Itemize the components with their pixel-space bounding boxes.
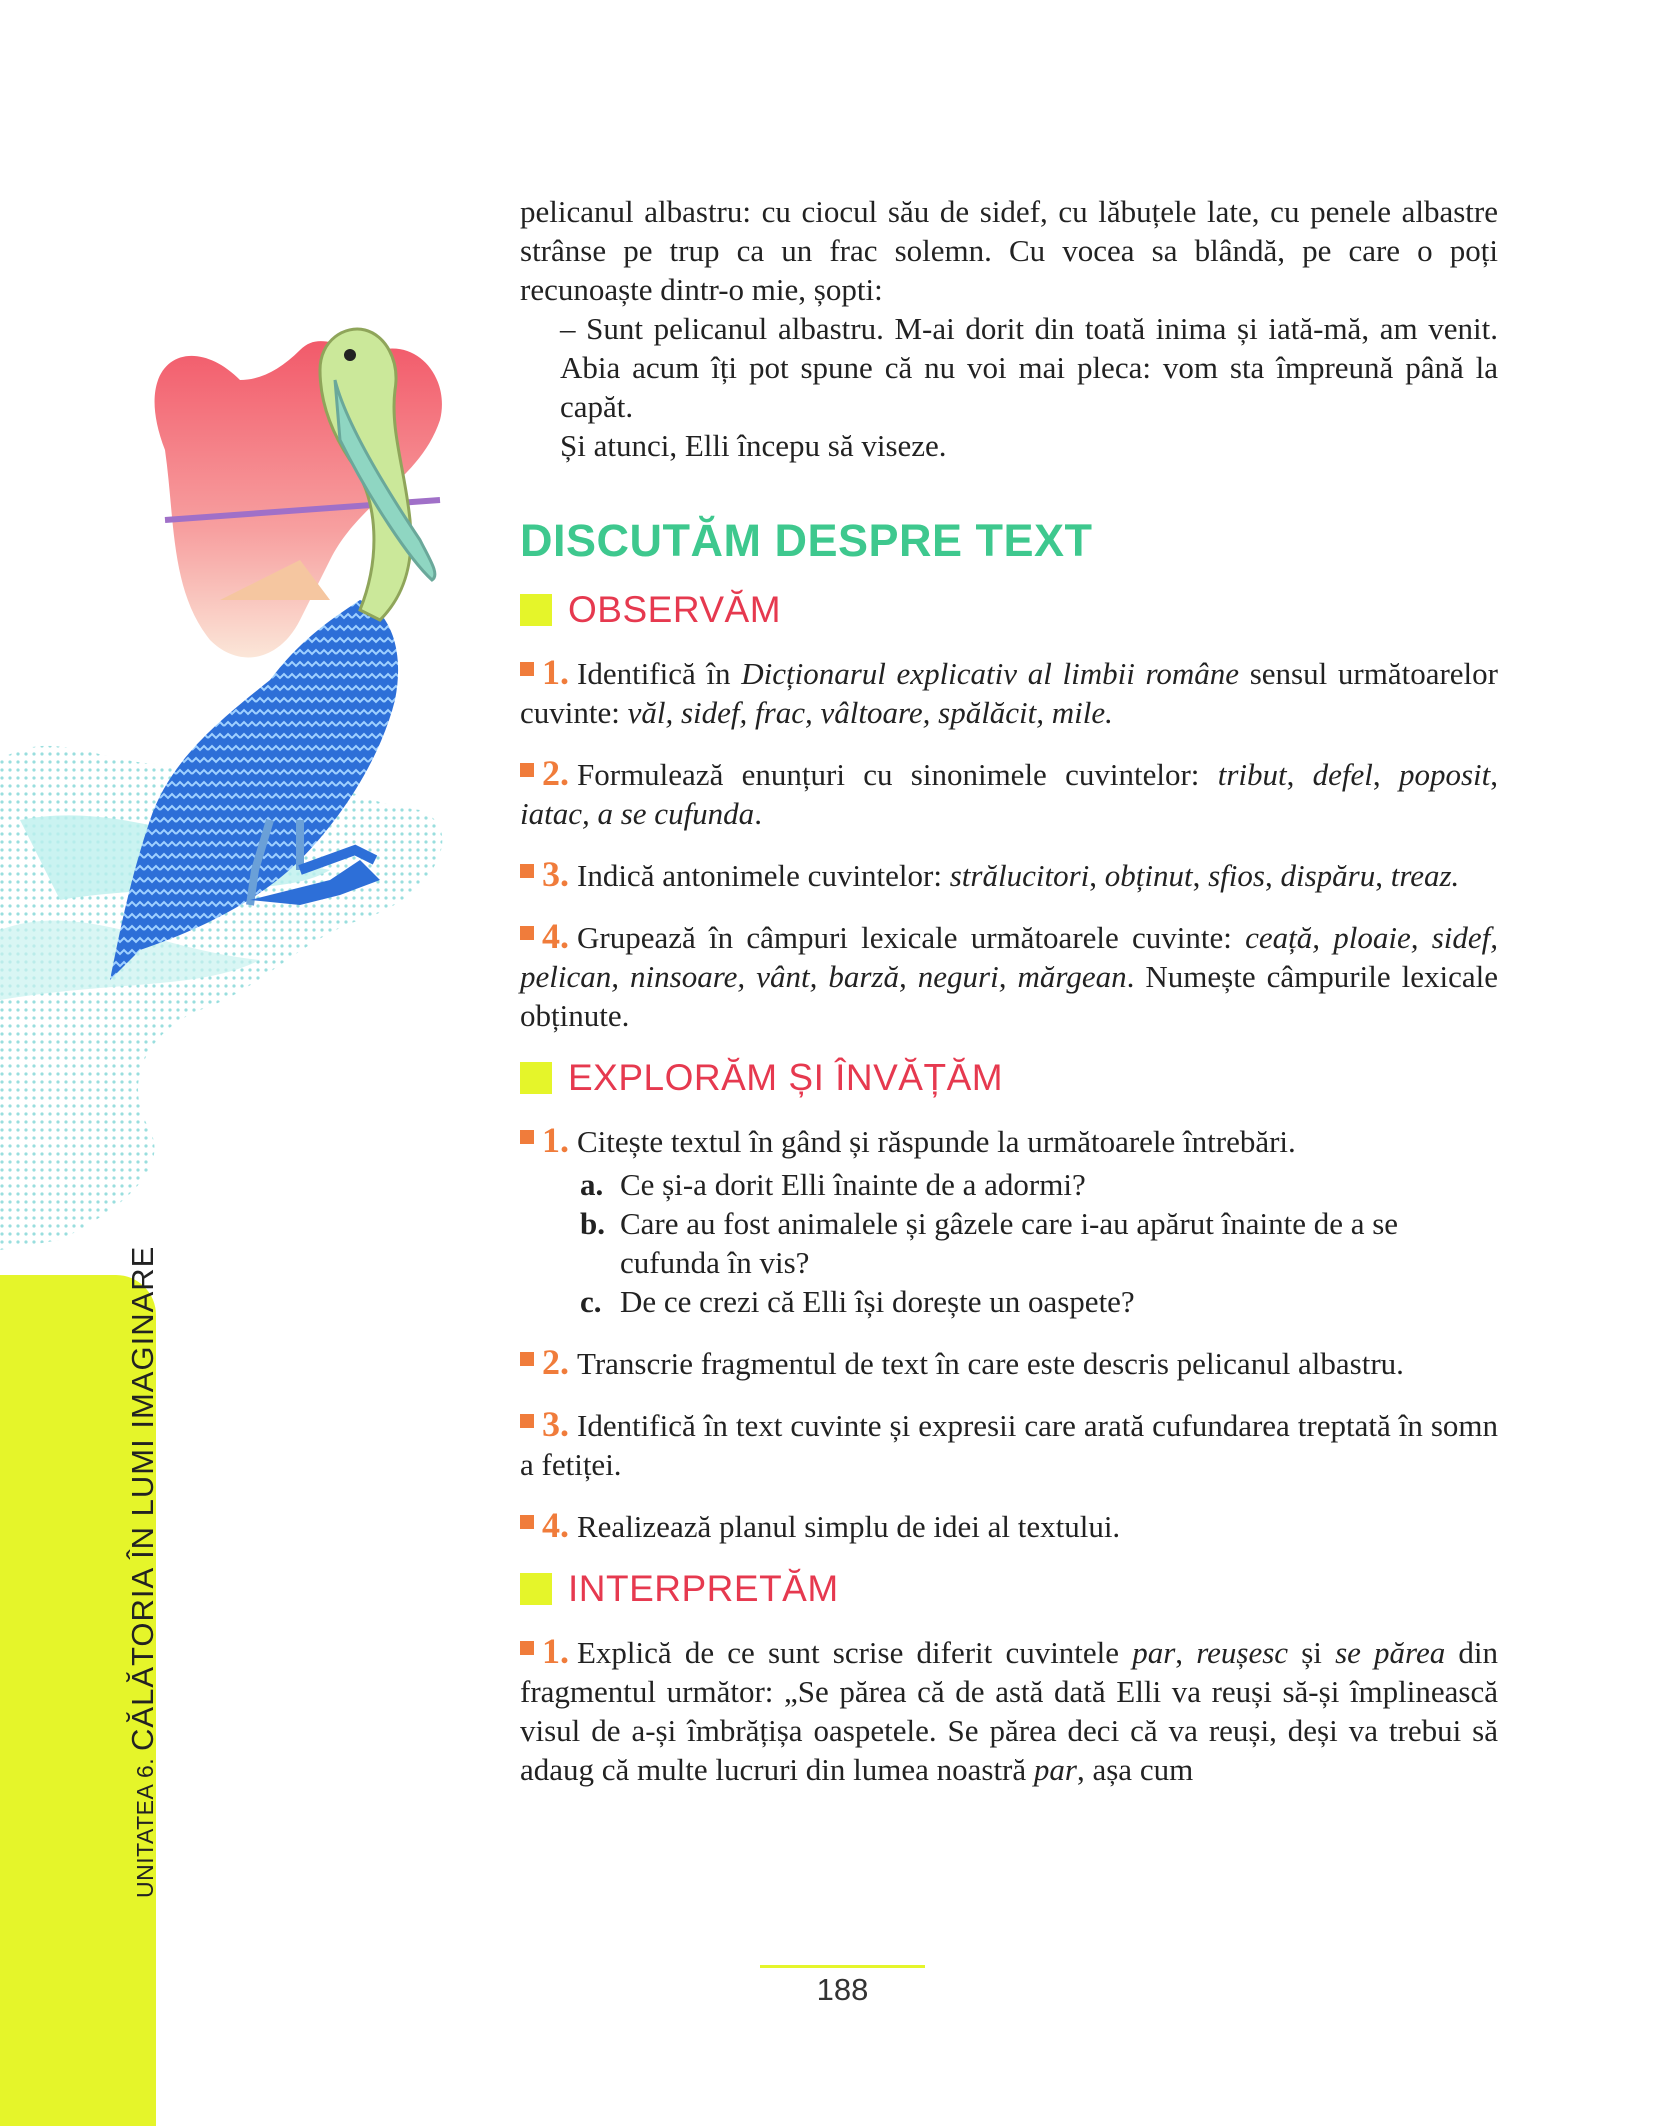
square-bullet-icon — [520, 763, 534, 777]
question-item — [580, 1282, 1498, 1321]
exercise-text: , — [1175, 1635, 1197, 1670]
exercise-text: și — [1288, 1635, 1336, 1670]
story-paragraph: pelicanul albastru: cu ciocul său de sidef, cu lăbuțele late, cu penele albastre strânse pe trup ca un frac solemn. Cu vocea sa blândă, pe care o poți recunoaște dintr-o mie, șopti: — [520, 194, 1498, 307]
square-bullet-icon — [520, 1130, 534, 1144]
exercise-text-italic: ceață, ploaie, sidef, pelican, ninsoare, vânt, barză, neguri, mărgean — [520, 920, 1498, 994]
exercise-text: Realizează planul simplu de idei al textului. — [577, 1509, 1121, 1544]
square-bullet-icon — [520, 926, 534, 940]
subsection-heading-observam — [520, 589, 1498, 631]
exercise-text-italic: iatac, a se cufunda — [520, 796, 755, 831]
exercise-item — [520, 1343, 1498, 1383]
exercise-number: 1. — [542, 1120, 569, 1160]
exercise-item — [520, 1506, 1498, 1546]
exercise-item — [520, 917, 1498, 1035]
footer-divider — [760, 1965, 925, 1968]
exercise-text-italic: strălucitori — [949, 858, 1090, 893]
exercise-text: Indică antonimele cuvintelor: — [577, 858, 950, 893]
exercise-text-italic: poposit — [1398, 757, 1491, 792]
question-text: Care au fost animalele și gâzele care i-au apărut înainte de a se cufunda în vis? — [620, 1206, 1399, 1280]
section-heading: DISCUTĂM DESPRE TEXT — [520, 515, 1093, 566]
exercise-text: , — [1286, 757, 1313, 792]
exercise-text-italic: treaz. — [1390, 858, 1460, 893]
exercise-item — [520, 1632, 1498, 1789]
square-bullet-icon — [520, 1414, 534, 1428]
exercise-number: 2. — [542, 1342, 569, 1382]
exercise-text: , — [1372, 757, 1399, 792]
exercise-item — [520, 855, 1498, 895]
square-marker-icon — [520, 1573, 552, 1605]
square-bullet-icon — [520, 1641, 534, 1655]
question-letter: c. — [580, 1284, 602, 1319]
exercise-text-italic: par — [1132, 1635, 1176, 1670]
question-text: Ce și-a dorit Elli înainte de a adormi? — [620, 1167, 1086, 1202]
exercise-number: 4. — [542, 916, 569, 956]
question-text: De ce crezi că Elli își dorește un oaspete? — [620, 1284, 1135, 1319]
exercise-number: 4. — [542, 1505, 569, 1545]
exercise-text: . — [754, 796, 762, 831]
exercise-text: , — [1264, 858, 1281, 893]
exercise-text: Transcrie fragmentul de text în care este descris pelicanul albastru. — [577, 1346, 1404, 1381]
exercise-text: Formulează enunțuri cu sinonimele cuvintelor: — [577, 757, 1218, 792]
exercise-text-italic: Dicționarul explicativ al limbii române — [741, 656, 1240, 691]
story-fragment — [520, 192, 1498, 465]
story-paragraph: Și atunci, Elli începu să viseze. — [560, 428, 947, 463]
page-content — [520, 192, 1498, 1811]
question-letter: b. — [580, 1206, 605, 1241]
square-bullet-icon — [520, 1515, 534, 1529]
exercise-text-italic: văl, sidef, frac, vâltoare, spălăcit, mile. — [627, 695, 1113, 730]
question-item — [580, 1204, 1498, 1282]
exercise-text: , — [1089, 858, 1105, 893]
question-list — [580, 1165, 1498, 1321]
exercise-text: , așa cum — [1076, 1752, 1194, 1787]
exercise-item — [520, 754, 1498, 833]
exercise-text: Identifică în text cuvinte și expresii care arată cufundarea treptată în somn a fetiței. — [520, 1408, 1498, 1482]
exercise-text-italic: se părea — [1335, 1635, 1446, 1670]
unit-title — [125, 1246, 161, 1898]
square-bullet-icon — [520, 864, 534, 878]
exercise-text-italic: reușesc — [1196, 1635, 1289, 1670]
exercise-item — [520, 653, 1498, 732]
subsection-title: OBSERVĂM — [568, 589, 782, 630]
subsection-heading-exploram — [520, 1057, 1498, 1099]
exercise-text: sensul următoarelor cuvinte: — [520, 656, 1498, 730]
square-bullet-icon — [520, 662, 534, 676]
exercise-number: 1. — [542, 652, 569, 692]
exercise-text-italic: par — [1033, 1752, 1077, 1787]
square-marker-icon — [520, 1062, 552, 1094]
exercise-text-italic: tribut — [1217, 757, 1287, 792]
exercise-text: Identifică în — [577, 656, 742, 691]
question-letter: a. — [580, 1167, 604, 1202]
question-item — [580, 1165, 1498, 1204]
subsection-title: INTERPRETĂM — [568, 1568, 839, 1609]
exercise-text: , — [1192, 858, 1209, 893]
exercise-item — [520, 1121, 1498, 1161]
exercise-text: Citește textul în gând și răspunde la următoarele întrebări. — [577, 1124, 1296, 1159]
exercise-number: 3. — [542, 854, 569, 894]
exercise-text-italic: obținut — [1104, 858, 1193, 893]
exercise-item — [520, 1405, 1498, 1484]
exercise-text: . Numește câmpurile lexicale obținute. — [520, 959, 1499, 1033]
exercise-text: Explică de ce sunt scrise diferit cuvintele — [577, 1635, 1133, 1670]
exercise-text: , — [1375, 858, 1391, 893]
exercise-text-italic: sfios — [1208, 858, 1265, 893]
exercise-text: Grupează în câmpuri lexicale următoarele cuvinte: — [577, 920, 1246, 955]
exercise-text-italic: defel — [1312, 757, 1373, 792]
subsection-heading-interpretam — [520, 1568, 1498, 1610]
page-number: 188 — [816, 1972, 869, 2007]
exercise-number: 3. — [542, 1404, 569, 1444]
square-marker-icon — [520, 594, 552, 626]
unit-number: UNITATEA 6. — [132, 1757, 158, 1898]
exercise-text: , — [1490, 757, 1498, 792]
story-dialogue: – Sunt pelicanul albastru. M-ai dorit din toată inima și iată-mă, am venit. Abia acum îți pot spune că nu voi mai pleca: vom sta împreună până la capăt. — [560, 311, 1498, 424]
square-bullet-icon — [520, 1352, 534, 1366]
pelican-illustration — [0, 0, 460, 1300]
exercise-number: 2. — [542, 753, 569, 793]
unit-name: CĂLĂTORIA ÎN LUMI IMAGINARE — [125, 1245, 160, 1751]
exercise-text-italic: dispăru — [1280, 858, 1376, 893]
subsection-title: EXPLORĂM ȘI ÎNVĂȚĂM — [568, 1057, 1004, 1098]
exercise-number: 1. — [542, 1631, 569, 1671]
exercise-text: din fragmentul următor: „Se părea că de astă dată Elli va reuși să-și împlinească visul de a-și îmbrățișa oaspetele. Se părea deci că va reuși, deși va trebui să adaug că multe lucruri din lumea noastră — [520, 1635, 1499, 1787]
